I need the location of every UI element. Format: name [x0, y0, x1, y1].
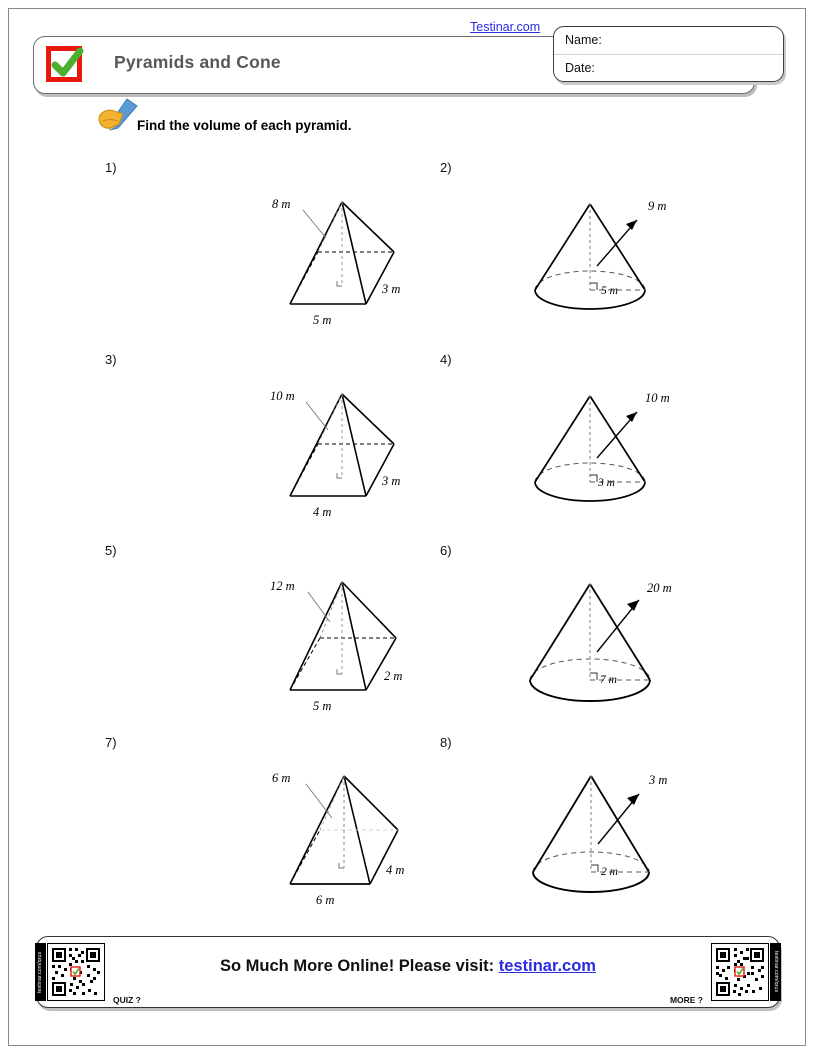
svg-text:20 m: 20 m: [647, 581, 672, 595]
svg-text:6 m: 6 m: [272, 771, 291, 785]
figure-cone-8: [505, 760, 695, 895]
name-date-box: [553, 26, 784, 82]
footer-message: So Much More Online! Please visit:: [220, 957, 495, 975]
quiz-caption: QUIZ ?: [113, 995, 141, 1005]
figure-pyramid-3: [270, 380, 440, 525]
svg-text:3 m: 3 m: [382, 282, 401, 296]
svg-text:7 m: 7 m: [600, 674, 617, 686]
testinar-top-link[interactable]: Testinar.com: [470, 20, 541, 34]
figure-cone-2: [505, 188, 695, 318]
problem-number-2: 2): [440, 160, 452, 175]
svg-text:5 m: 5 m: [601, 285, 618, 297]
footer-bar: [36, 936, 780, 1008]
svg-text:5 m: 5 m: [313, 313, 332, 327]
svg-text:6 m: 6 m: [316, 893, 335, 907]
more-qr-block[interactable]: [711, 943, 779, 1001]
svg-text:2 m: 2 m: [384, 669, 403, 683]
testinar-footer-link[interactable]: testinar.com: [498, 957, 596, 975]
svg-text:12 m: 12 m: [270, 579, 295, 593]
svg-text:10 m: 10 m: [270, 389, 295, 403]
instruction-text: Find the volume of each pyramid.: [137, 118, 352, 133]
svg-text:4 m: 4 m: [386, 863, 405, 877]
svg-text:3 m: 3 m: [382, 474, 401, 488]
svg-text:3 m: 3 m: [598, 477, 615, 489]
problem-number-4: 4): [440, 352, 452, 367]
quiz-qr-side-text: testinar.com/qrus: [35, 943, 46, 1001]
figure-pyramid-1: [270, 188, 440, 333]
problem-number-7: 7): [105, 735, 117, 750]
svg-text:8 m: 8 m: [272, 197, 291, 211]
date-label: Date:: [565, 61, 595, 75]
check-square-icon: [46, 46, 86, 84]
page-title: Pyramids and Cone: [114, 52, 281, 72]
svg-text:9 m: 9 m: [648, 199, 667, 213]
name-label: Name:: [565, 33, 602, 47]
more-qr-side-text: testinar.com/qrus: [770, 943, 781, 1001]
footer-message-row: [37, 957, 779, 976]
figure-pyramid-7: [270, 760, 440, 910]
svg-text:3 m: 3 m: [649, 773, 668, 787]
problem-number-1: 1): [105, 160, 117, 175]
problem-number-5: 5): [105, 543, 117, 558]
name-field-row[interactable]: [554, 27, 783, 55]
more-qr-code-icon[interactable]: [711, 943, 769, 1001]
svg-text:2 m: 2 m: [601, 866, 618, 878]
figure-cone-6: [505, 570, 695, 705]
figure-pyramid-5: [270, 570, 440, 720]
date-field-row[interactable]: [554, 55, 783, 82]
problem-number-6: 6): [440, 543, 452, 558]
figure-cone-4: [505, 380, 695, 510]
svg-text:4 m: 4 m: [313, 505, 332, 519]
more-caption: MORE ?: [669, 995, 703, 1005]
svg-text:5 m: 5 m: [313, 699, 332, 713]
svg-text:10 m: 10 m: [645, 391, 670, 405]
problem-number-3: 3): [105, 352, 117, 367]
problem-number-8: 8): [440, 735, 452, 750]
